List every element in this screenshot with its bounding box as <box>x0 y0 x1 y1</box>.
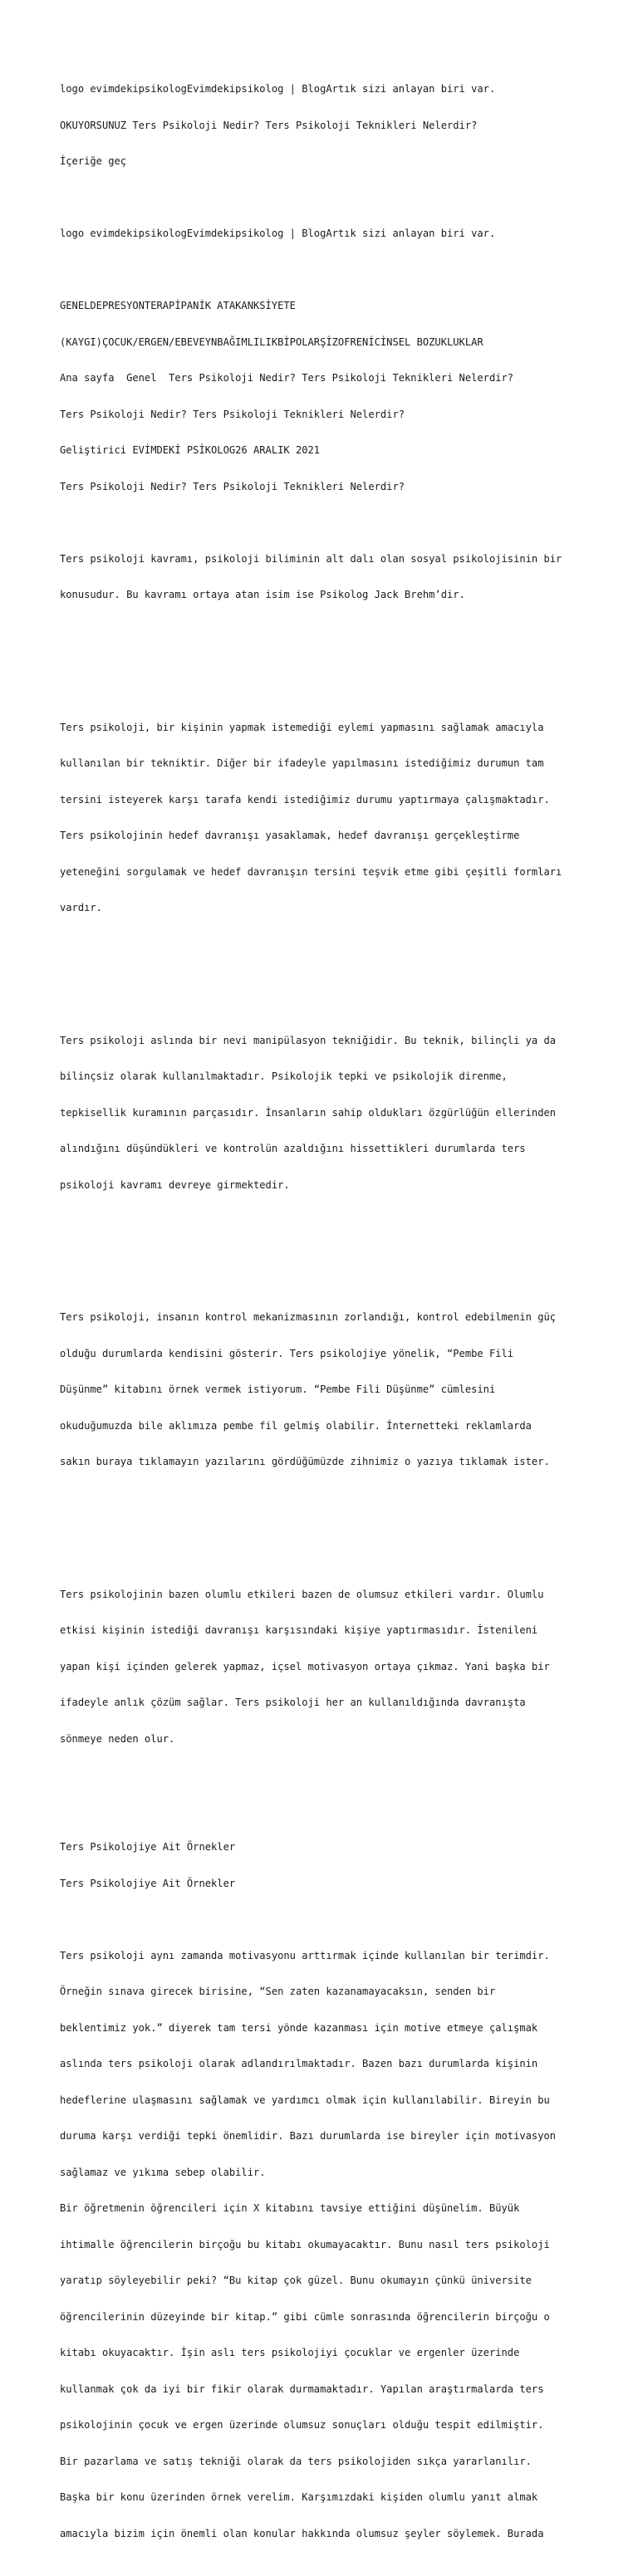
section-heading-repeat: Ters Psikolojiye Ait Örnekler <box>60 1877 236 1889</box>
nav-menu-line-2[interactable]: (KAYGI)ÇOCUK/ERGEN/EBEVEYNBAĞIMLILIKBİPOLARŞİZOFRENİCİNSEL BOZUKLUKLAR <box>60 335 483 348</box>
text-line: yapan kişi içinden gelerek yapmaz, içsel motivasyon ortaya çıkmaz. Yani başka bir <box>60 1660 550 1672</box>
text-line: Ters psikoloji aynı zamanda motivasyonu arttırmak içinde kullanılan bir terimdir. <box>60 1949 550 1961</box>
text-line: Düşünme” kitabını örnek vermek istiyorum. “Pembe Fili Düşünme” cümlesini <box>60 1383 496 1395</box>
text-line: sönmeye neden olur. <box>60 1732 175 1745</box>
text-line: Bir öğretmenin öğrencileri için X kitabını tavsiye ettiğini düşünelim. Büyük <box>60 2202 520 2214</box>
reading-now-line: OKUYORSUNUZ Ters Psikoloji Nedir? Ters Psikoloji Teknikleri Nelerdir? <box>60 119 478 131</box>
text-line: amacıyla bizim için önemli olan konular hakkında olumsuz şeyler söylemek. Burada <box>60 2527 544 2539</box>
breadcrumb[interactable]: Ana sayfa Genel Ters Psikoloji Nedir? Ters Psikoloji Teknikleri Nelerdir? <box>60 372 514 384</box>
text-line: bilinçsiz olarak kullanılmaktadır. Psikolojik tepki ve psikolojik direnme, <box>60 1070 508 1082</box>
paragraph-2 <box>60 698 585 938</box>
text-line: Ters psikoloji, bir kişinin yapmak istemediği eylemi yapmasını sağlamak amacıyla <box>60 721 544 733</box>
text-line: öğrencilerinin düzeyinde bir kitap.” gibi cümle sonrasında öğrencilerin birçoğu o <box>60 2310 550 2323</box>
text-line: hedeflerine ulaşmasını sağlamak ve yardımcı olmak için kullanılabilir. Bireyin bu <box>60 2094 550 2106</box>
text-line: kullanmak çok da iyi bir fikir olarak durmamaktadır. Yapılan araştırmalarda ters <box>60 2383 544 2395</box>
brand-logo-line[interactable]: logo evimdekipsikologEvimdekipsikolog | BlogArtık sizi anlayan biri var. <box>60 228 496 239</box>
paragraph-4 <box>60 1287 585 1492</box>
paragraph-6 <box>60 1926 585 2564</box>
text-line: beklentimiz yok.” diyerek tam tersi yönde kazanması için motive etmeye çalışmak <box>60 2021 538 2034</box>
text-line: okuduğumuzda bile aklımıza pembe fil gelmiş olabilir. İnternetteki reklamlarda <box>60 1419 532 1432</box>
text-line: tersini isteyerek karşı tarafa kendi istediğimiz durumu yaptırmaya çalışmaktadır. <box>60 793 550 806</box>
section-heading: Ters Psikolojiye Ait Örnekler <box>60 1841 236 1853</box>
text-line: ifadeyle anlık çözüm sağlar. Ters psikoloji her an kullanıldığında davranışta <box>60 1697 526 1708</box>
text-line: Ters psikolojinin hedef davranışı yasaklamak, hedef davranışı gerçekleştirme <box>60 830 520 841</box>
text-line: etkisi kişinin istediği davranışı karşısındaki kişiye yaptırmasıdır. İstenileni <box>60 1624 538 1636</box>
text-line: tepkisellik kuramının parçasıdır. İnsanların sahip oldukları özgürlüğün ellerinden <box>60 1106 557 1119</box>
text-line: Bir pazarlama ve satış tekniği olarak da ters psikolojiden sıkça yararlanılır. <box>60 2455 532 2467</box>
header-logo-line[interactable]: logo evimdekipsikologEvimdekipsikolog | BlogArtık sizi anlayan biri var. <box>60 83 496 95</box>
skip-to-content-link[interactable]: İçeriğe geç <box>60 155 127 167</box>
text-line: vardır. <box>60 902 102 913</box>
text-line: Ters psikoloji, insanın kontrol mekanizmasının zorlandığı, kontrol edebilmenin güç <box>60 1311 557 1323</box>
text-line: sakın buraya tıklamayın yazılarını gördüğümüzde zihnimiz o yazıya tıklamak ister. <box>60 1456 550 1467</box>
text-line: sağlamaz ve yıkıma sebep olabilir. <box>60 2166 266 2178</box>
text-line: Başka bir konu üzerinden örnek verelim. Karşımızdaki kişiden olumlu yanıt almak <box>60 2491 538 2503</box>
text-line: aslında ters psikoloji olarak adlandırılmaktadır. Bazen bazı durumlarda kişinin <box>60 2058 538 2069</box>
text-line: Ters psikolojinin bazen olumlu etkileri bazen de olumsuz etkileri vardır. Olumlu <box>60 1588 544 1600</box>
text-line: olduğu durumlarda kendisini gösterir. Ters psikolojiye yönelik, “Pembe Fili <box>60 1347 514 1359</box>
text-line: ihtimalle öğrencilerin birçoğu bu kitabı okumayacaktır. Bunu nasıl ters psikoloji <box>60 2238 550 2250</box>
text-line: psikoloji kavramı devreye girmektedir. <box>60 1178 290 1191</box>
text-line: Ters psikoloji kavramı, psikoloji biliminin alt dalı olan sosyal psikolojisinin bir <box>60 552 562 565</box>
page-text <box>60 59 585 2576</box>
text-line: alındığını düşündükleri ve kontrolün azaldığını hissettikleri durumlarda ters <box>60 1143 526 1154</box>
text-line: Ters psikoloji aslında bir nevi manipülasyon tekniğidir. Bu teknik, bilinçli ya da <box>60 1034 557 1046</box>
nav-menu-line-1[interactable]: GENELDEPRESYONTERAPİPANİK ATAKANKSİYETE <box>60 300 296 311</box>
text-line: yeteneğini sorgulamak ve hedef davranışın tersini teşvik etme gibi çeşitli formları <box>60 865 562 878</box>
text-line: duruma karşı verdiği tepki önemlidir. Bazı durumlarda ise bireyler için motivasyon <box>60 2130 557 2142</box>
paragraph-3 <box>60 1011 585 1216</box>
paragraph-1 <box>60 529 585 625</box>
article-meta: Geliştirici EVİMDEKİ PSİKOLOG26 ARALIK 2021 <box>60 444 321 456</box>
text-line: kitabı okuyacaktır. İşin aslı ters psikolojiyi çocuklar ve ergenler üzerinde <box>60 2347 520 2358</box>
text-line: konusudur. Bu kavramı ortaya atan isim ise Psikolog Jack Brehm’dir. <box>60 589 465 600</box>
article-title: Ters Psikoloji Nedir? Ters Psikoloji Teknikleri Nelerdir? <box>60 408 405 420</box>
text-line: kullanılan bir tekniktir. Diğer bir ifadeyle yapılmasını istediğimiz durumun tam <box>60 757 544 769</box>
article-subtitle: Ters Psikoloji Nedir? Ters Psikoloji Teknikleri Nelerdir? <box>60 480 405 492</box>
text-line: Örneğin sınava girecek birisine, “Sen zaten kazanamayacaksın, senden bir <box>60 1986 496 1997</box>
text-line: yaratıp söyleyebilir peki? “Bu kitap çok güzel. Bunu okumayın çünkü üniversite <box>60 2275 532 2286</box>
text-line: psikolojinin çocuk ve ergen üzerinde olumsuz sonuçları olduğu tespit edilmiştir. <box>60 2419 544 2431</box>
paragraph-5 <box>60 1565 585 1770</box>
